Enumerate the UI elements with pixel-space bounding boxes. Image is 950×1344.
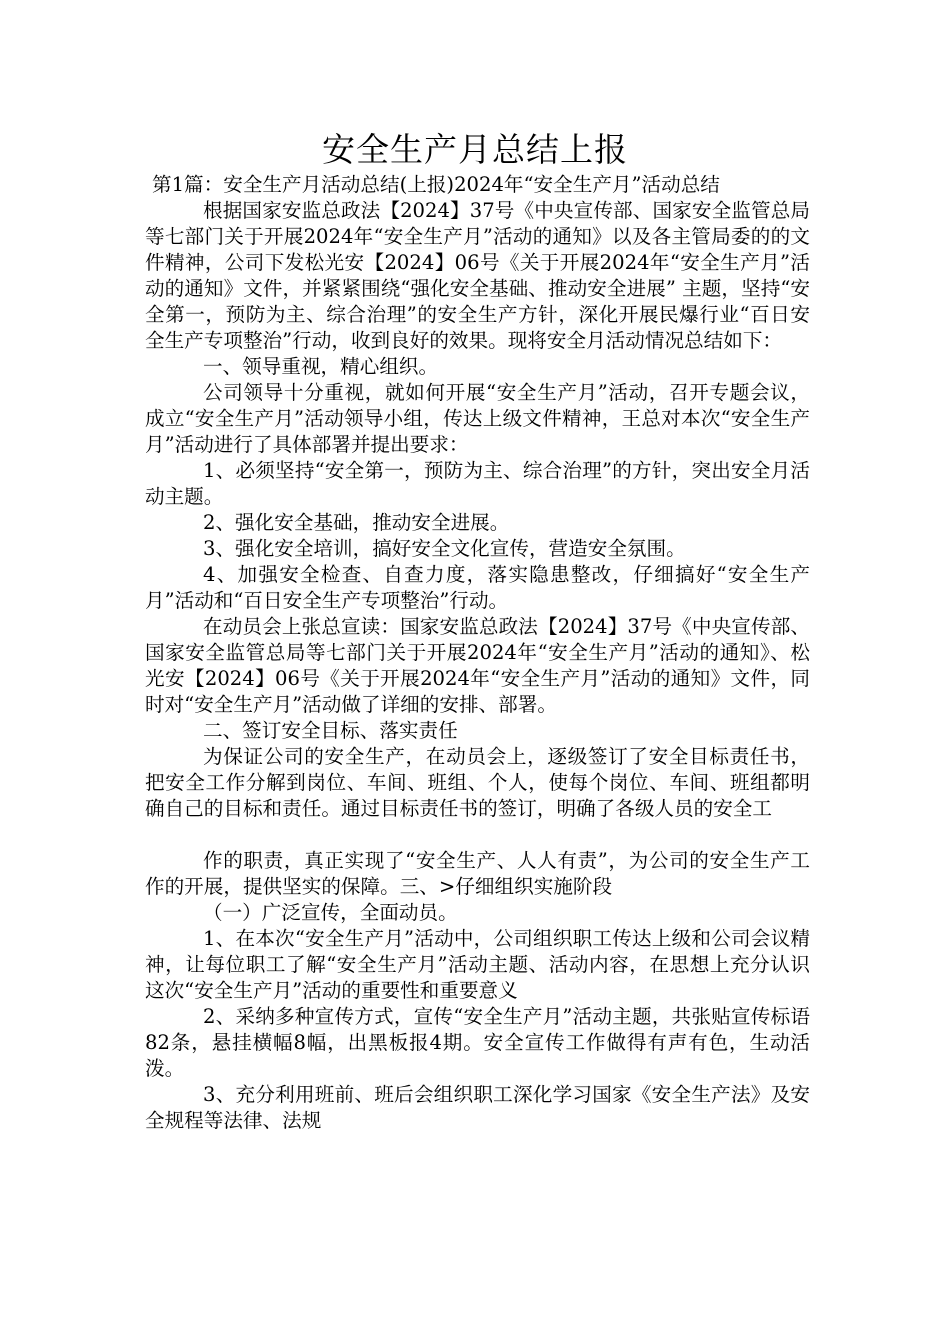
list-item: 2、强化安全基础，推动安全进展。 [203, 511, 510, 534]
intro-paragraph: 根据国家安监总政法【2024】37号《中央宣传部、国家安全监管总局等七部门关于开展2024年“安全生产月”活动的通知》以及各主管局委的的文件精神，公司下发松光安【2024】06号《关于开展2024年“安全生产月”活动的通知》文件，并紧紧围绕“强化安全基础、推动安全进展” 主题，坚持“安全第一，预防为主、综合治理”的安全生产方针，深化开展民爆行业“百日安全生产专项整治”行动，收到良好的效果。现将安全月活动情况总结如下： [145, 199, 810, 352]
list-item: 1、在本次“安全生产月”活动中，公司组织职工传达上级和公司会议精神，让每位职工了解“安全生产月”活动主题、活动内容，在思想上充分认识这次“安全生产月”活动的重要性和重要意义 [145, 927, 810, 1002]
list-item: 3、充分利用班前、班后会组织职工深化学习国家《安全生产法》及安全规程等法律、法规 [145, 1083, 810, 1132]
paragraph: 在动员会上张总宣读：国家安监总政法【2024】37号《中央宣传部、国家安全监管总局等七部门关于开展2024年“安全生产月”活动的通知》、松光安【2024】06号《关于开展2024年“安全生产月”活动的通知》文件，同时对“安全生产月”活动做了详细的安排、部署。 [145, 615, 810, 716]
section-heading-2: 二、签订安全目标、落实责任 [203, 719, 458, 742]
document-body [145, 172, 810, 1134]
subsection-heading: （一）广泛宣传，全面动员。 [203, 901, 458, 924]
document-title: 安全生产月总结上报 [322, 130, 628, 169]
section-heading-1: 一、领导重视，精心组织。 [203, 355, 439, 378]
paragraph: 为保证公司的安全生产，在动员会上，逐级签订了安全目标责任书，把安全工作分解到岗位、车间、班组、个人，使每个岗位、车间、班组都明确自己的目标和责任。通过目标责任书的签订，明确了各级人员的安全工 [145, 745, 810, 820]
paragraph: 作的职责，真正实现了“安全生产、人人有责”，为公司的安全生产工作的开展，提供坚实的保障。三、>仔细组织实施阶段 [145, 849, 810, 898]
list-item: 1、必须坚持“安全第一，预防为主、综合治理”的方针，突出安全月活动主题。 [145, 459, 810, 508]
list-item: 2、采纳多种宣传方式，宣传“安全生产月”活动主题，共张贴宣传标语82条，悬挂横幅8幅，出黑板报4期。安全宣传工作做得有声有色，生动活泼。 [145, 1005, 810, 1080]
list-item: 4、加强安全检查、自查力度，落实隐患整改，仔细搞好“安全生产月”活动和“百日安全生产专项整治”行动。 [145, 563, 810, 612]
chapter-heading: 第1篇：安全生产月活动总结(上报)2024年“安全生产月”活动总结 [152, 173, 720, 196]
paragraph-gap [145, 822, 810, 848]
paragraph: 公司领导十分重视，就如何开展“安全生产月”活动，召开专题会议，成立“安全生产月”活动领导小组，传达上级文件精神，王总对本次“安全生产月”活动进行了具体部署并提出要求： [145, 381, 810, 456]
list-item: 3、强化安全培训，搞好安全文化宣传，营造安全氛围。 [203, 537, 686, 560]
